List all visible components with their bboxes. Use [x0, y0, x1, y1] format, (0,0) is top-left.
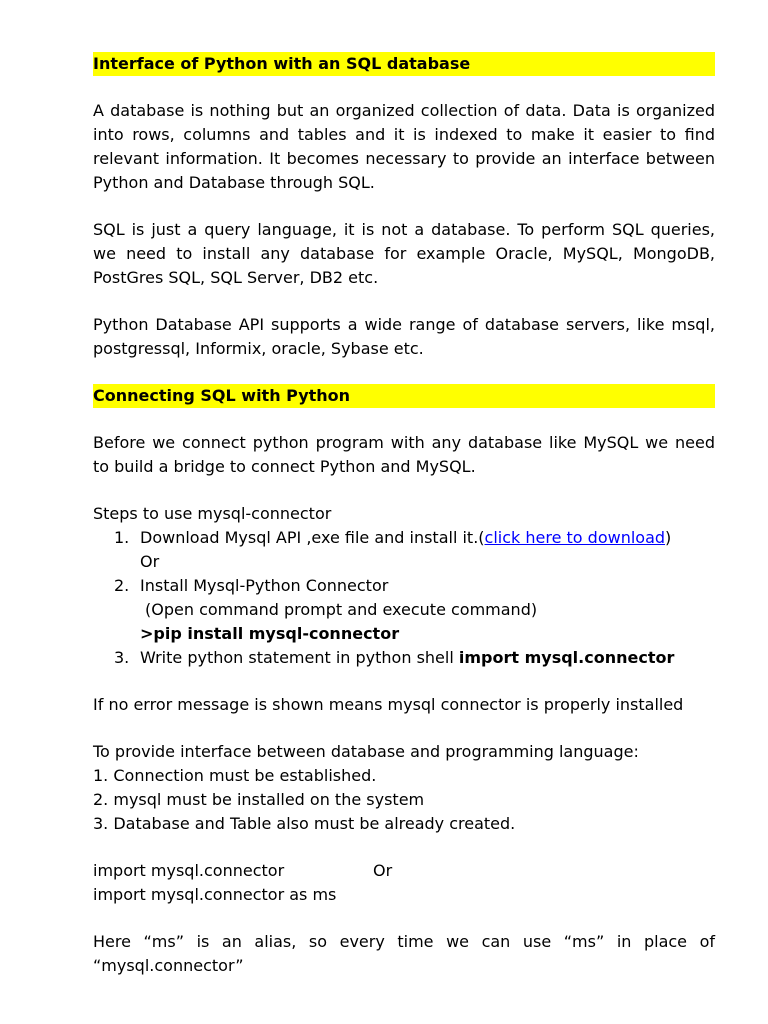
step-item-3 [93, 646, 715, 670]
steps-intro: Steps to use mysql-connector [93, 504, 332, 523]
alias-note: Here “ms” is an alias, so every time we can use “ms” in place of “mysql.connector” [93, 932, 715, 975]
import-statement: import mysql.connector [458, 648, 675, 667]
download-link[interactable]: click here to download [484, 528, 666, 547]
step-subtext: (Open command prompt and execute command) [145, 600, 538, 619]
document-page [93, 52, 715, 978]
steps-list [93, 526, 715, 670]
requirement-3: 3. Database and Table also must be already created. [93, 814, 516, 833]
step-or [93, 550, 715, 574]
step-text: Download Mysql API ,exe file and install it.( [140, 528, 485, 547]
provide-intro: To provide interface between database and programming language: [93, 742, 639, 761]
step-text-close: ) [665, 528, 672, 547]
paragraph-bridge: Before we connect python program with any database like MySQL we need to build a bridge to connect Python and MySQL. [93, 433, 715, 476]
paragraph-sql-query-language: SQL is just a query language, it is not a database. To perform SQL queries, we need to install any database for example Oracle, MySQL, MongoDB, PostGres SQL, SQL Server, DB2 etc. [93, 220, 715, 287]
requirement-1: 1. Connection must be established. [93, 766, 377, 785]
import-line-2: import mysql.connector as ms [93, 885, 337, 904]
requirement-2: 2. mysql must be installed on the system [93, 790, 425, 809]
step-number: 3. [114, 648, 130, 667]
step-item-2 [93, 574, 715, 598]
step-number: 2. [114, 576, 130, 595]
paragraph-database-definition: A database is nothing but an organized collection of data. Data is organized into rows, columns and tables and it is indexed to make it easier to find relevant information. It becomes necessary to provide an interface between Python and Database through SQL. [93, 101, 715, 192]
import-row-1 [93, 859, 715, 883]
or-label-2: Or [373, 861, 393, 880]
step-2-command [93, 622, 715, 646]
pip-command: >pip install mysql-connector [140, 624, 400, 643]
paragraph-python-db-api: Python Database API supports a wide range of database servers, like msql, postgressql, Informix, oracle, Sybase etc. [93, 315, 715, 358]
step-2-sub [93, 598, 715, 622]
section-heading-connecting: Connecting SQL with Python [93, 384, 715, 408]
no-error-note: If no error message is shown means mysql connector is properly installed [93, 695, 684, 714]
step-item-1 [93, 526, 715, 550]
step-number: 1. [114, 528, 130, 547]
import-line-1: import mysql.connector [93, 861, 285, 880]
or-label: Or [140, 552, 160, 571]
step-text: Write python statement in python shell [140, 648, 459, 667]
step-text: Install Mysql-Python Connector [140, 576, 389, 595]
section-heading-interface: Interface of Python with an SQL database [93, 52, 715, 76]
